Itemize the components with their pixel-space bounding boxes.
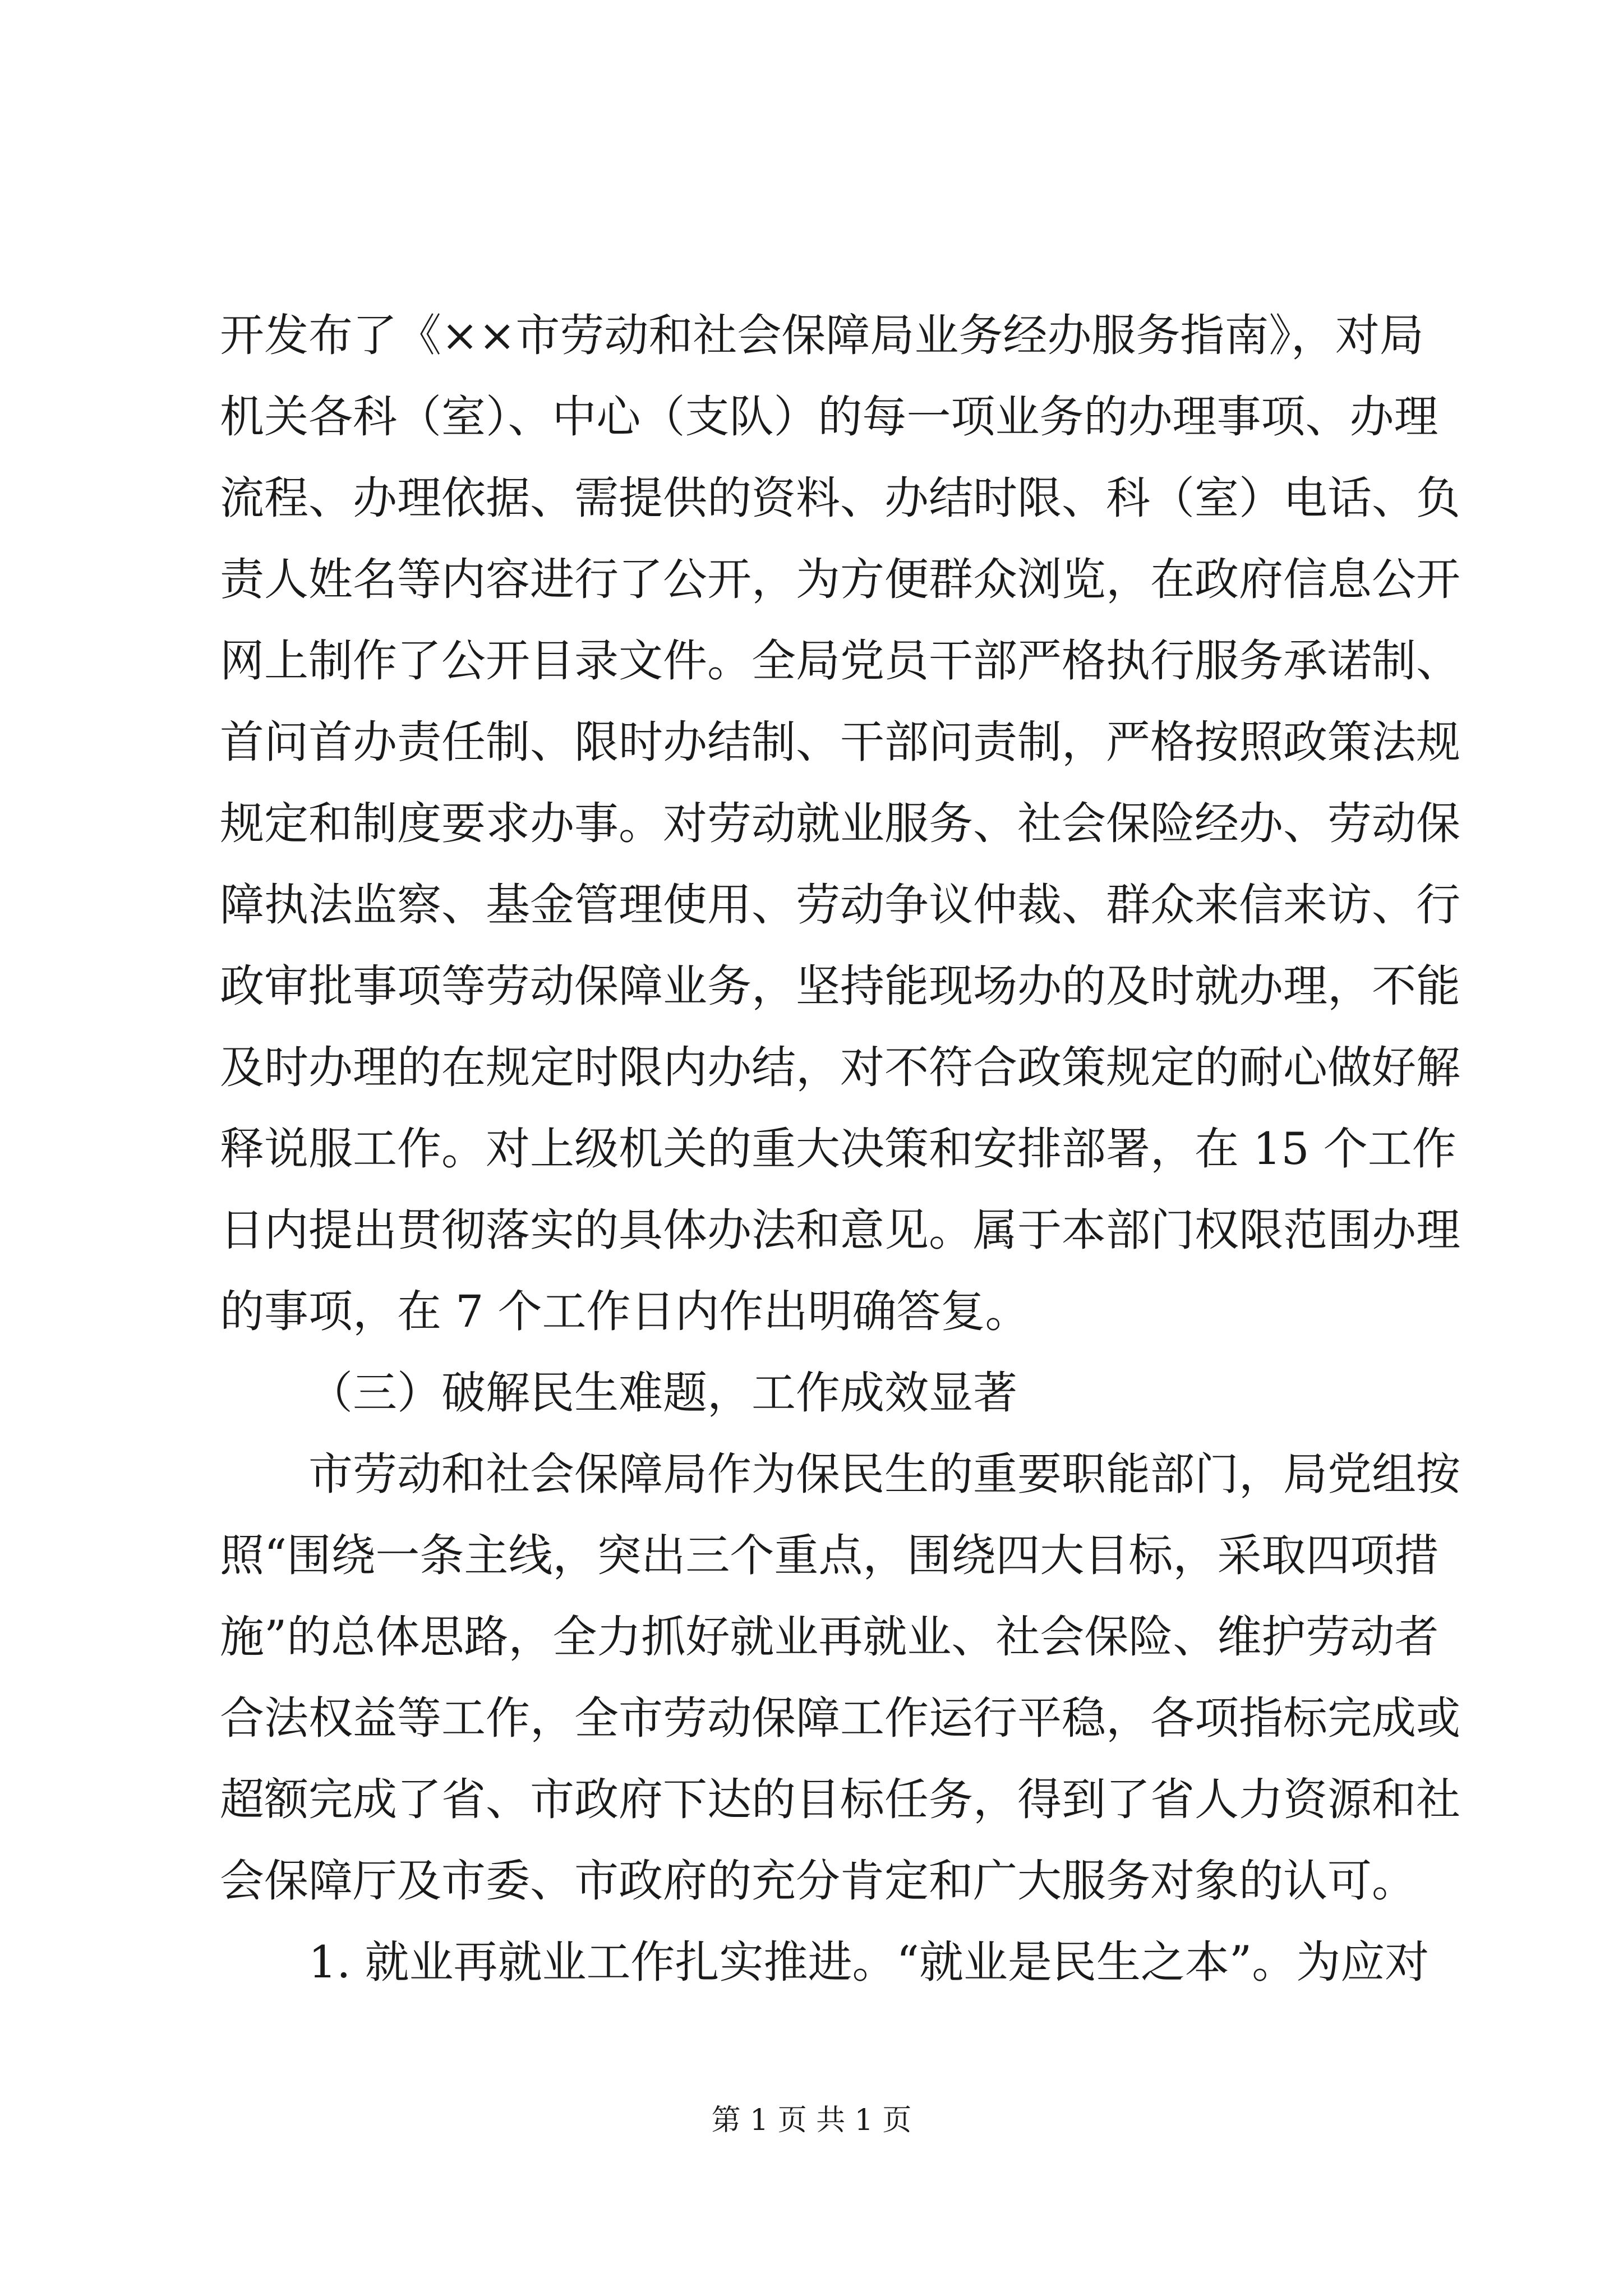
body-line: 责人姓名等内容进行了公开，为方便群众浏览，在政府信息公开 — [220, 554, 1460, 605]
body-line: 开发布了《××市劳动和社会保障局业务经办服务指南》，对局 — [220, 310, 1424, 361]
body-line: 首问首办责任制、限时办结制、干部问责制，严格按照政策法规 — [220, 716, 1460, 768]
body-line: 规定和制度要求办事。对劳动就业服务、社会保险经办、劳动保 — [220, 798, 1460, 849]
body-line: 机关各科（室）、中心（支队）的每一项业务的办理事项、办理 — [220, 391, 1438, 443]
body-line: 合法权益等工作，全市劳动保障工作运行平稳，各项指标完成或 — [220, 1692, 1460, 1744]
body-line: 网上制作了公开目录文件。全局党员干部严格执行服务承诺制、 — [220, 635, 1460, 687]
body-line: 释说服工作。对上级机关的重大决策和安排部署，在 15 个工作 — [220, 1123, 1456, 1175]
body-line: 流程、办理依据、需提供的资料、办结时限、科（室）电话、负 — [220, 472, 1460, 524]
body-line: 及时办理的在规定时限内办结，对不符合政策规定的耐心做好解 — [220, 1042, 1460, 1093]
body-line: 照“围绕一条主线，突出三个重点，围绕四大目标，采取四项措 — [220, 1530, 1439, 1581]
body-line: 会保障厅及市委、市政府的充分肯定和广大服务对象的认可。 — [220, 1855, 1416, 1907]
body-line: 超额完成了省、市政府下达的目标任务，得到了省人力资源和社 — [220, 1774, 1460, 1825]
body-line: 障执法监察、基金管理使用、劳动争议仲裁、群众来信来访、行 — [220, 879, 1460, 931]
body-line: 日内提出贯彻落实的具体办法和意见。属于本部门权限范围办理 — [220, 1204, 1460, 1256]
page-footer: 第 1 页 共 1 页 — [711, 2104, 912, 2137]
body-line: 施”的总体思路，全力抓好就业再就业、社会保险、维护劳动者 — [220, 1611, 1439, 1663]
paragraph-first-line: 1. 就业再就业工作扎实推进。“就业是民生之本”。为应对 — [308, 1936, 1430, 1988]
section-heading: （三）破解民生难题，工作成效显著 — [308, 1367, 1017, 1419]
paragraph-first-line: 市劳动和社会保障局作为保民生的重要职能部门，局党组按 — [308, 1448, 1460, 1500]
body-line: 的事项，在 7 个工作日内作出明确答复。 — [220, 1286, 1030, 1337]
body-line: 政审批事项等劳动保障业务，坚持能现场办的及时就办理，不能 — [220, 960, 1460, 1012]
